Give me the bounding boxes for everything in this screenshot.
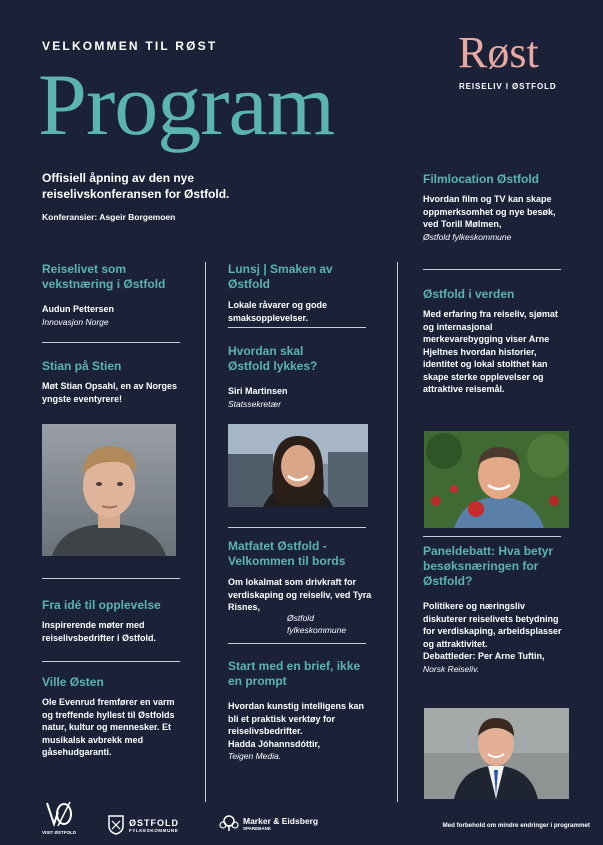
session-stian xyxy=(42,359,182,405)
section-divider xyxy=(423,536,561,537)
sponsor-marker-eidsberg xyxy=(219,815,318,831)
session-lunsj xyxy=(228,262,373,324)
session-ville-osten xyxy=(42,675,182,759)
session-text: Møt Stian Opsahl, en av Norges yngste eventyrere! xyxy=(42,381,178,404)
session-org: Norsk Reiseliv. xyxy=(423,663,480,674)
sponsor-label: VISIT ØSTFOLD xyxy=(42,830,77,835)
session-speaker: Hadda Jóhannsdóttir, xyxy=(228,738,321,749)
speaker-photo-siri xyxy=(228,424,368,507)
portrait-illustration xyxy=(424,708,569,799)
session-fra-ide xyxy=(42,598,182,644)
session-title: Lunsj | Smaken av Østfold xyxy=(228,262,333,291)
section-divider xyxy=(228,327,366,328)
session-title: Filmlocation Østfold xyxy=(423,172,539,186)
session-title: Matfatet Østfold - Velkommen til bords xyxy=(228,539,346,568)
intro-title: Offisiell åpning av den nye reiselivskonferansen for Østfold. xyxy=(42,171,230,201)
session-text: Ole Evenrud fremfører en varm og treffende hyllest til Østfolds natur, kultur og mennesker. Et musikalsk avbrekk med gåsehudgaranti. xyxy=(42,697,175,757)
session-title: Reiselivet som vekstnæring i Østfold xyxy=(42,262,166,291)
shield-icon xyxy=(108,815,124,835)
welcome-heading: VELKOMMEN TIL RØST xyxy=(42,39,218,53)
column-divider-right xyxy=(397,262,398,802)
portrait-illustration xyxy=(228,424,368,507)
session-title: Ville Østen xyxy=(42,675,104,689)
session-title: Hvordan skal Østfold lykkes? xyxy=(228,344,318,373)
column-divider-left xyxy=(205,262,206,802)
session-text: Med erfaring fra reiseliv, sjømat og internasjonal merkevarebygging viser Arne Hjeltnes hvordan historier, identitet og lokal stolthet kan skape sterke opplevelser og attraktive reisemål. xyxy=(423,309,558,394)
sponsor-sublabel: SPAREBANK xyxy=(243,825,272,831)
tree-logo-icon xyxy=(219,815,239,831)
section-divider xyxy=(42,578,180,579)
session-text: Lokale råvarer og gode smaksopplevelser. xyxy=(228,300,328,323)
session-ostfold-i-verden xyxy=(423,287,571,396)
session-hvordan-lykkes xyxy=(228,344,373,410)
session-text: Hvordan kunstig intelligens kan bli et praktisk verktøy for reiselivsbedrifter. xyxy=(228,701,365,736)
sponsor-visit-ostfold xyxy=(42,800,76,835)
speaker-photo-per-arne xyxy=(424,708,569,799)
session-moderator: Debattleder: Per Arne Tuftin, xyxy=(423,651,545,661)
session-title: Fra idé til opplevelse xyxy=(42,598,161,612)
sponsor-ostfold-fylkeskommune xyxy=(108,815,179,835)
session-org: Statssekretær xyxy=(228,398,281,409)
session-title: Stian på Stien xyxy=(42,359,122,373)
sponsor-label: ØSTFOLD xyxy=(129,817,179,828)
visit-ostfold-logo-icon xyxy=(44,800,74,828)
brand-logo: Røst xyxy=(458,28,539,77)
session-title: Østfold i verden xyxy=(423,287,515,301)
session-org: Teigen Media. xyxy=(228,751,282,761)
session-speaker: Siri Martinsen xyxy=(228,386,288,396)
session-org: Østfold fylkeskommune xyxy=(287,613,347,635)
section-divider xyxy=(42,342,180,343)
session-text: Politikere og næringsliv diskuterer reiselivets betydning for verdiskaping, arbeidsplasser og attraktivitet. xyxy=(423,601,562,649)
sponsor-sublabel: FYLKESKOMMUNE xyxy=(129,827,179,833)
speaker-photo-arne xyxy=(424,431,569,528)
session-paneldebatt xyxy=(423,544,571,675)
footer-disclaimer: Med forbehold om mindre endringer i programmet xyxy=(442,822,590,829)
session-title: Start med en brief, ikke en prompt xyxy=(228,659,361,688)
session-title: Paneldebatt: Hva betyr besøksnæringen for Østfold? xyxy=(423,544,554,588)
speaker-photo-stian xyxy=(42,424,176,556)
session-matfatet xyxy=(228,539,373,635)
section-divider xyxy=(228,643,366,644)
portrait-illustration xyxy=(42,424,176,556)
page-title: Program xyxy=(38,57,335,154)
session-filmlocation xyxy=(423,172,571,243)
sponsor-label: Marker & Eidsberg xyxy=(243,815,319,826)
section-divider xyxy=(228,527,366,528)
session-speaker: Audun Pettersen xyxy=(42,304,115,314)
section-divider xyxy=(42,661,180,662)
session-reiselivet xyxy=(42,262,182,328)
intro-host: Konferansier: Asgeir Borgemoen xyxy=(42,212,176,222)
brand-logo-subtitle: REISELIV I ØSTFOLD xyxy=(459,82,557,91)
session-start-brief xyxy=(228,659,373,762)
session-text: Inspirerende møter med reiselivsbedrifter i Østfold. xyxy=(42,620,157,643)
session-org: Østfold fylkeskommune xyxy=(423,231,512,242)
session-text: Om lokalmat som drivkraft for verdiskaping og reiseliv, ved Tyra Risnes, xyxy=(228,577,372,612)
portrait-illustration xyxy=(424,431,569,528)
session-text: Hvordan film og TV kan skape oppmerksomhet og nye besøk, ved Torill Mølmen, xyxy=(423,194,556,229)
session-org: Innovasjon Norge xyxy=(42,316,109,327)
section-divider xyxy=(423,269,561,270)
